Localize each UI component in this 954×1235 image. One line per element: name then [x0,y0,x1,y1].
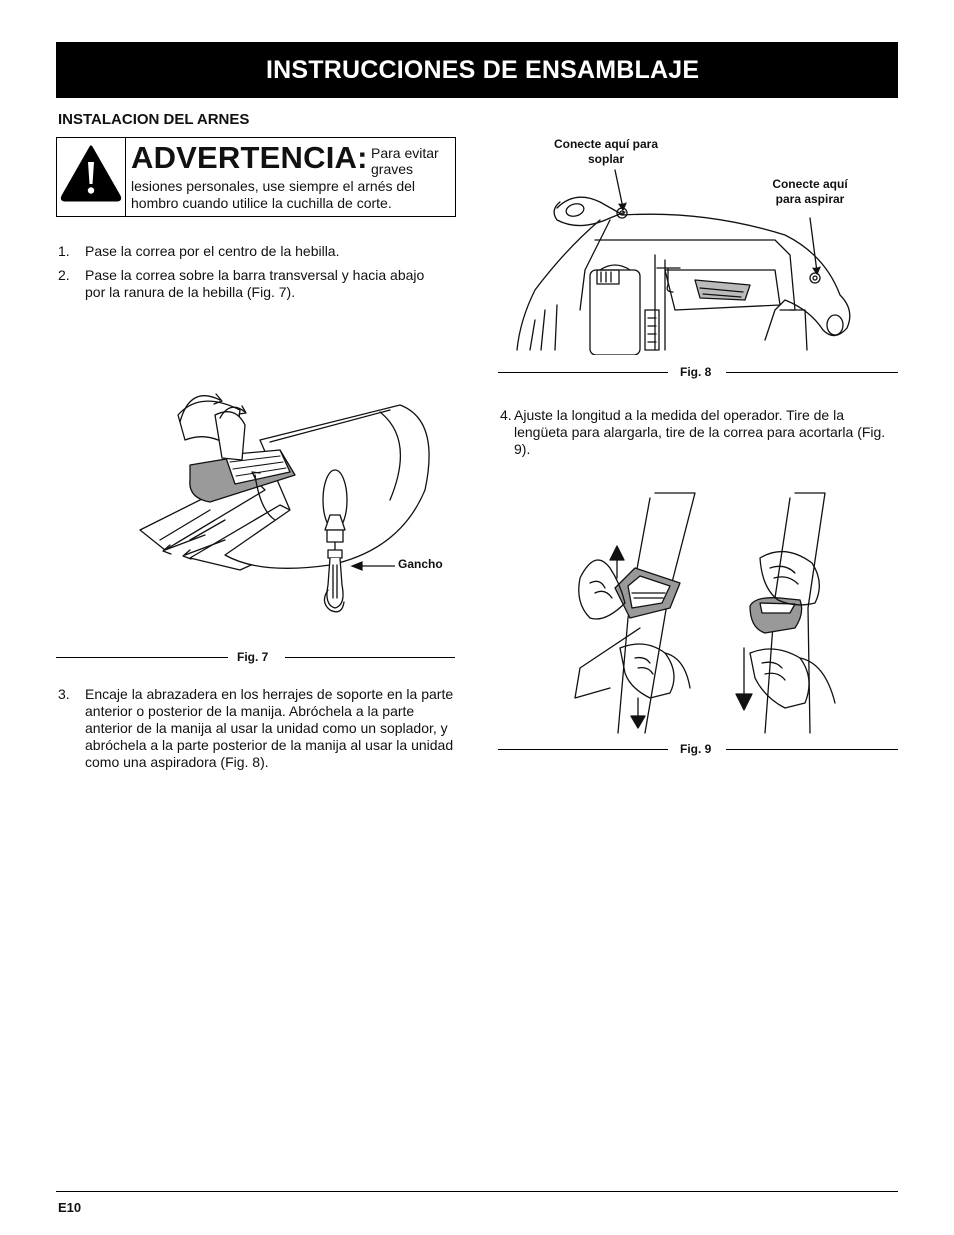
fig8-rule-left [498,372,668,373]
fig9-rule-left [498,749,668,750]
page-header-title: INSTRUCCIONES DE ENSAMBLAJE [266,55,700,84]
step-number: 1. [58,243,70,259]
warning-triangle-icon [57,138,125,216]
fig9-adjust-strap-illustration [550,488,850,738]
fig8-callout-blow: Conecte aquí para soplar [553,137,659,166]
warning-text-rest: lesiones personales, use siempre el arnés del hombro cuando utilice la cuchilla de corte. [131,178,416,211]
fig8-blower-handle-illustration [505,160,875,355]
warning-title: ADVERTENCIA: [131,140,368,175]
step-1 [58,243,458,261]
step-number: 2. [58,267,70,283]
step-number: 4. [500,407,512,423]
warning-icon-cell [57,138,126,216]
page-number: E10 [58,1200,82,1215]
footer-rule [56,1191,898,1192]
fig7-caption: Fig. 7 [237,650,269,664]
warning-text-start: Para evitar graves [371,145,439,177]
step-text: Pase la correa sobre la barra transversal y hacia abajo por la ranura de la hebilla (Fig. 7). [85,267,425,300]
fig8-caption: Fig. 8 [680,365,712,379]
step-text: Ajuste la longitud a la medida del operador. Tire de la lengüeta para alargarla, tire de la correa para acortarla (Fig. 9). [514,407,886,457]
fig7-rule-right [285,657,455,658]
step-3 [58,686,458,774]
fig7-callout-gancho: Gancho [398,557,443,571]
step-2 [58,267,458,303]
step-number: 3. [58,686,70,702]
step-text: Encaje la abrazadera en los herrajes de soporte en la parte anterior o posterior de la manija. Abróchela a la parte anterior de la manija al usar la unidad como un soplador, y abróchela a la parte posterior de la manija al usar la unidad como una aspiradora (Fig. 8). [85,686,454,770]
section-title: INSTALACION DEL ARNES [58,111,250,128]
step-text: Pase la correa por el centro de la hebilla. [85,243,340,259]
fig7-rule-left [56,657,228,658]
fig9-caption: Fig. 9 [680,742,712,756]
warning-box [56,137,456,217]
fig7-strap-buckle-illustration [130,380,450,625]
fig9-rule-right [726,749,898,750]
header-bar [56,42,898,98]
step-4 [500,407,900,459]
fig8-callout-vacuum: Conecte aquí para aspirar [772,177,848,206]
fig8-rule-right [726,372,898,373]
